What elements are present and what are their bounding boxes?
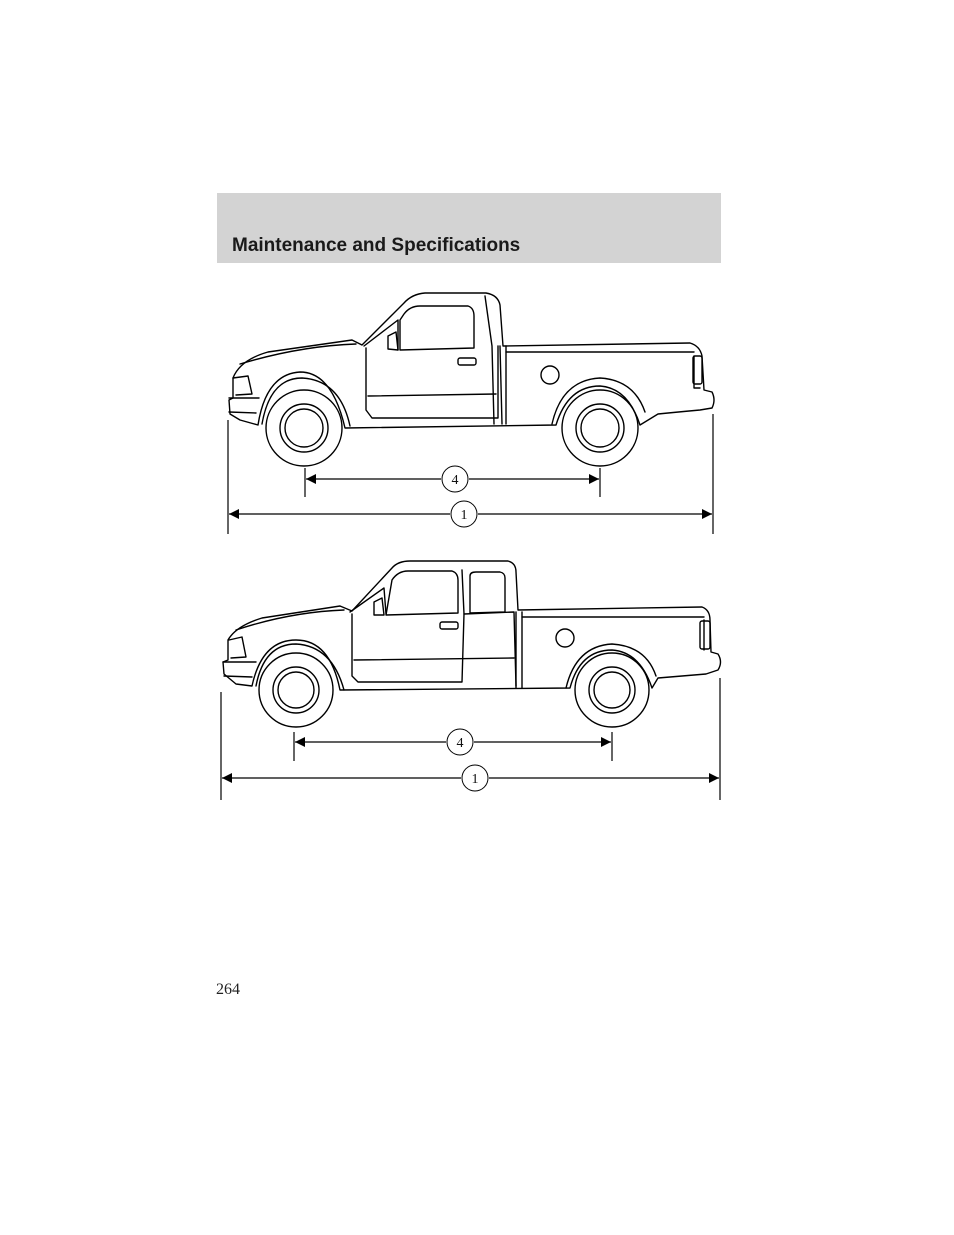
svg-text:1: 1 [471,772,479,787]
extended-cab-truck-illustration [223,561,721,727]
svg-text:4: 4 [456,736,464,751]
svg-text:4: 4 [451,473,459,488]
regular-cab-truck-illustration [229,293,714,466]
page-number: 264 [216,981,240,998]
svg-text:1: 1 [460,508,468,523]
overall-length-callout-2 [462,765,488,791]
wheelbase-callout-2 [447,729,473,755]
overall-length-callout-1 [451,501,477,527]
section-title: Maintenance and Specifications [232,235,521,256]
wheelbase-callout-1 [442,466,468,492]
